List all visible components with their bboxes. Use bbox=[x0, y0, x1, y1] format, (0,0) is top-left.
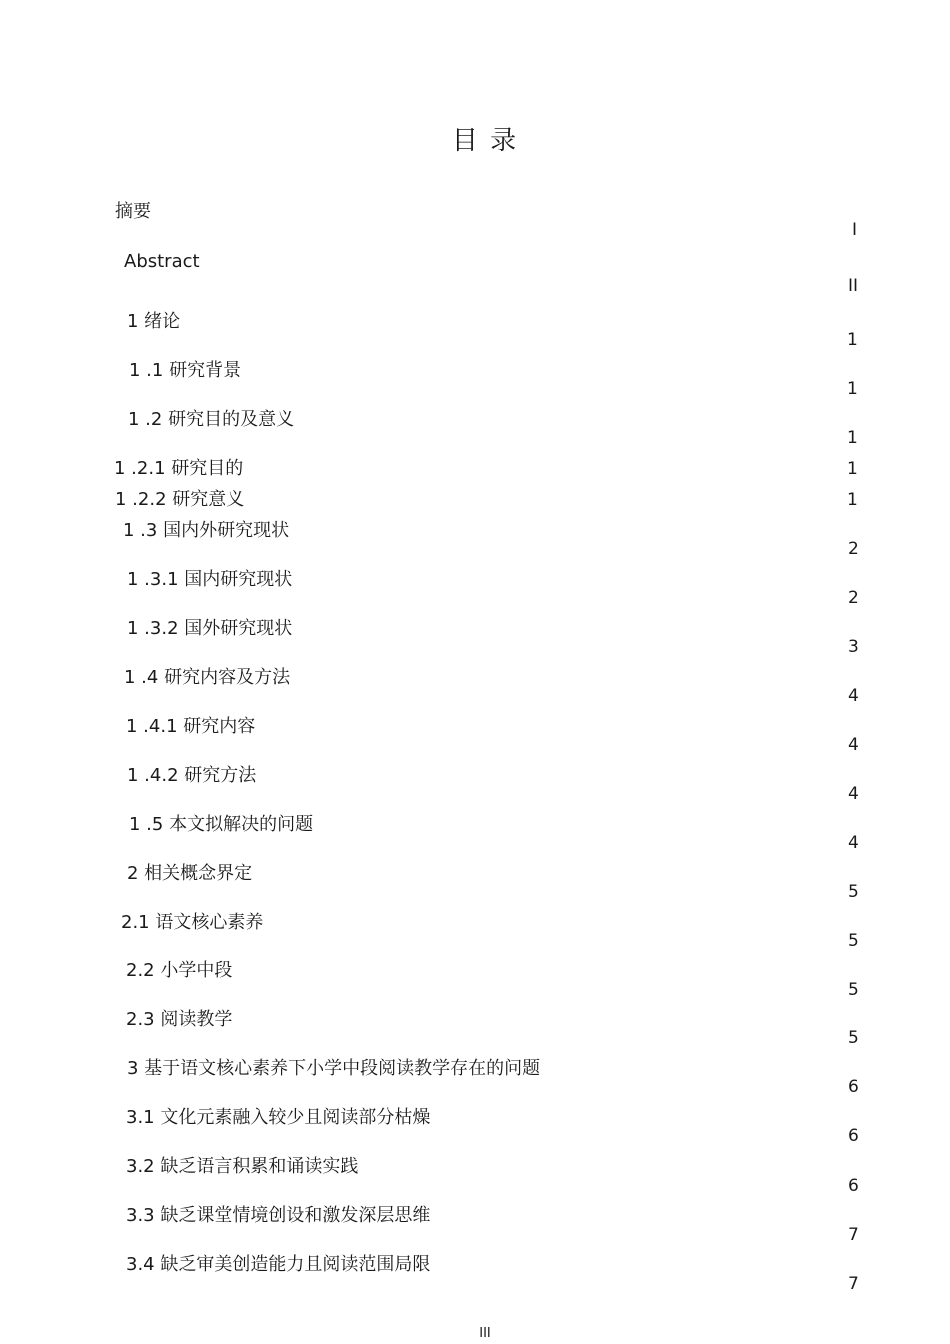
toc-entry-page: 1 bbox=[847, 459, 858, 479]
toc-entry-label[interactable]: 3.2 缺乏语言积累和诵读实践 bbox=[126, 1156, 359, 1177]
toc-entry-label[interactable]: 1 .5 本文拟解决的问题 bbox=[129, 814, 314, 835]
toc-entry-page: 2 bbox=[848, 588, 859, 608]
toc-entry-page: 5 bbox=[848, 980, 859, 1000]
toc-entry-page: 4 bbox=[848, 784, 859, 804]
toc-entry-page: 2 bbox=[848, 539, 859, 559]
toc-entry-label[interactable]: 3.1 文化元素融入较少且阅读部分枯燥 bbox=[126, 1107, 431, 1128]
toc-entry-page: II bbox=[848, 276, 859, 296]
toc-entry-page: 6 bbox=[848, 1126, 859, 1146]
toc-entry-page: 4 bbox=[848, 686, 859, 706]
toc-entry-page: 7 bbox=[848, 1225, 859, 1245]
toc-entry-page: 7 bbox=[848, 1274, 859, 1294]
toc-entry-label[interactable]: 1 .4.1 研究内容 bbox=[126, 716, 256, 737]
toc-entry-page: 5 bbox=[848, 931, 859, 951]
toc-entry-label[interactable]: 3.3 缺乏课堂情境创设和激发深层思维 bbox=[126, 1205, 431, 1226]
toc-entry-label[interactable]: 1 .2.2 研究意义 bbox=[115, 489, 245, 510]
toc-entry-page: 6 bbox=[848, 1176, 859, 1196]
page-title: 目 录 bbox=[451, 126, 519, 156]
toc-entry-label[interactable]: 1 .2 研究目的及意义 bbox=[128, 409, 295, 430]
toc-entry-page: 5 bbox=[848, 1028, 859, 1048]
toc-entry-page: 4 bbox=[848, 735, 859, 755]
toc-entry-label[interactable]: 摘要 bbox=[115, 201, 151, 222]
toc-entry-label[interactable]: 1 .2.1 研究目的 bbox=[114, 458, 244, 479]
toc-entry-page: 1 bbox=[847, 379, 858, 399]
toc-entry-page: I bbox=[852, 220, 858, 240]
toc-entry-page: 6 bbox=[848, 1077, 859, 1097]
toc-entry-page: 1 bbox=[847, 490, 858, 510]
toc-entry-label[interactable]: 1 .3.2 国外研究现状 bbox=[127, 618, 293, 639]
toc-entry-label[interactable]: 1 .3 国内外研究现状 bbox=[123, 520, 290, 541]
toc-entry-label[interactable]: 2.2 小学中段 bbox=[126, 960, 233, 981]
toc-entry-label[interactable]: 1 .4 研究内容及方法 bbox=[124, 667, 291, 688]
toc-entry-page: 5 bbox=[848, 882, 859, 902]
toc-entry-label[interactable]: 2.1 语文核心素养 bbox=[121, 912, 264, 933]
toc-entry-label[interactable]: Abstract bbox=[124, 251, 200, 272]
toc-entry-page: 1 bbox=[847, 428, 858, 448]
toc-entry-label[interactable]: 3 基于语文核心素养下小学中段阅读教学存在的问题 bbox=[127, 1058, 541, 1079]
toc-entry-page: 4 bbox=[848, 833, 859, 853]
toc-entry-label[interactable]: 1 .1 研究背景 bbox=[129, 360, 242, 381]
toc-entry-label[interactable]: 2.3 阅读教学 bbox=[126, 1009, 233, 1030]
toc-entry-page: 1 bbox=[847, 330, 858, 350]
toc-entry-label[interactable]: 2 相关概念界定 bbox=[127, 863, 253, 884]
toc-entry-label[interactable]: 1 .4.2 研究方法 bbox=[127, 765, 257, 786]
page-number-footer: III bbox=[479, 1326, 491, 1341]
toc-entry-label[interactable]: 1 绪论 bbox=[127, 311, 181, 332]
toc-entry-label[interactable]: 1 .3.1 国内研究现状 bbox=[127, 569, 293, 590]
toc-entry-label[interactable]: 3.4 缺乏审美创造能力且阅读范围局限 bbox=[126, 1254, 431, 1275]
toc-entry-page: 3 bbox=[848, 637, 859, 657]
